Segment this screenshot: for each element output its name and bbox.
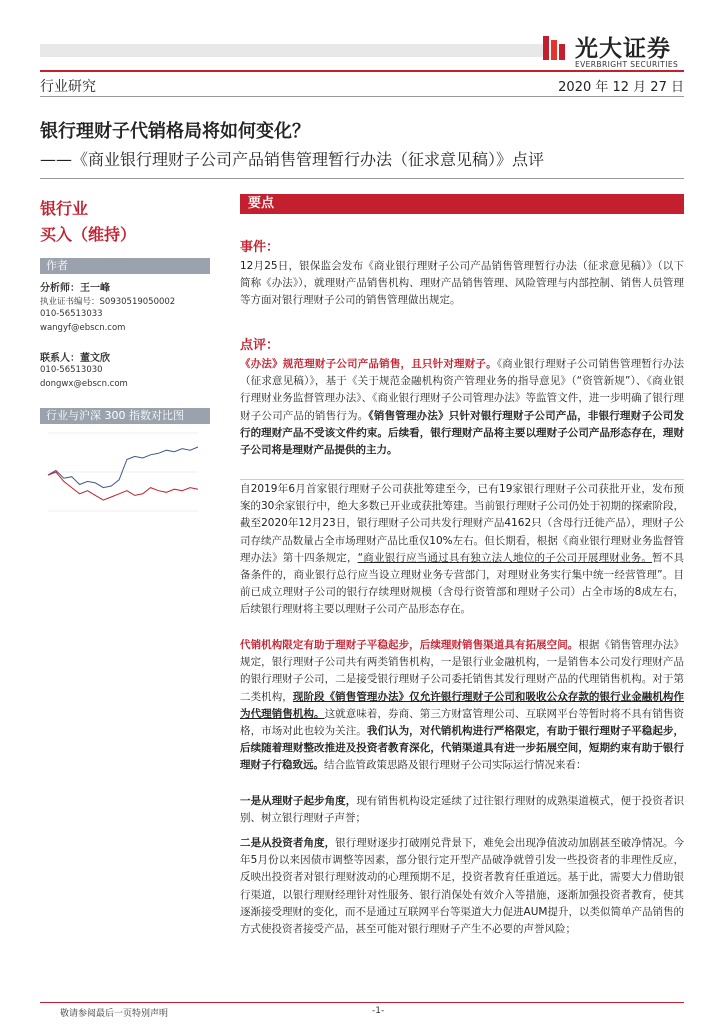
contact-name: 董文欣 — [80, 353, 110, 364]
license-line — [40, 295, 175, 307]
p3-lead: 代销机构限定有助于理财子平稳起步，后续理财销售渠道具有拓展空间。 — [240, 639, 579, 651]
analyst-name: 王一峰 — [80, 283, 110, 294]
chart-lines — [48, 447, 198, 500]
contact-label: 联系人： — [40, 353, 80, 364]
report-date: 2020 年 12 月 27 日 — [558, 80, 684, 95]
contact-email[interactable]: dongwx@ebscn.com — [40, 379, 128, 389]
event-heading: 事件： — [240, 240, 280, 255]
p2-text-2: 暂不具备条件的，商业银行总行应当设立理财业务专营部门，对理财业务实行集中统一经营管理”。目前已成立理财子公司的银行存续理财规模（含母行资管部和理财子公司）占全市场的8成左右，后续银行理财将主要以理财子公司产品形态存在。 — [240, 551, 685, 616]
analyst-phone: 010-56513033 — [40, 309, 103, 319]
header-rule — [40, 70, 684, 72]
b1-lead: 一是从理财子起步角度， — [240, 795, 357, 807]
industry-index-chart — [40, 425, 210, 525]
title-rule — [40, 178, 684, 179]
chart-series-line — [48, 472, 198, 500]
report-category: 行业研究 — [40, 79, 96, 95]
comment-paragraph-1 — [240, 356, 684, 459]
bullet-2 — [240, 835, 684, 938]
comment-heading: 点评： — [240, 338, 280, 353]
chart-series-line — [48, 447, 198, 488]
footer-rule — [40, 1002, 684, 1003]
comment-paragraph-3 — [240, 637, 684, 775]
event-paragraph: 12月25日，银保监会发布《商业银行理财子公司产品销售管理暂行办法（征求意见稿）》（以下简称《办法》），就理财产品销售机构、理财产品销售管理、风险管理与内部控制、销售人员管理等方面对银行理财子公司的销售管理做出规定。 — [240, 260, 684, 307]
analyst-email[interactable]: wangyf@ebscn.com — [40, 323, 126, 333]
para-divider — [240, 479, 684, 480]
b2-text: 银行理财逐步打破刚兑背景下，难免会出现净值波动加剧甚至破净情况。今年5月份以来因债市调整等因素，部分银行定开型产品破净就曾引发一些投资者的非理性反应，反映出投资者对银行理财波动的心理预期不足，投资者教育任重道远。基于此，需要大力借助银行渠道，以银行理财经理针对性服务、银行消保处有效介入等措施，逐渐加强投资者教育，使其逐渐接受理财的变化，而不是通过互联网平台等渠道大力促进AUM提升，以类似简单产品销售的方式使投资者接受产品，甚至可能对银行理财子产生不必要的声誉风险； — [240, 837, 685, 936]
bullet-1 — [240, 793, 684, 827]
key-points-bar: 要点 — [240, 194, 684, 214]
p2-text-1: 自2019年6月首家银行理财子公司获批筹建至今，已有19家银行理财子公司获批开业，发布预案的30余家银行中，绝大多数已开业或获批筹建。当前银行理财子公司仍处于初期的探索阶段，截至2020年12月23日，银行理财子公司共发行理财产品4162只（含母行迁徙产品），理财子公司存续产品数量占全市场理财产品比重仅10%左右。但长期看，根据《商业银行理财业务监督管理办法》第十四条规定， — [240, 483, 684, 564]
p3-text-1: 根据《销售管理办法》规定，银行理财子公司共有两类销售机构，一是银行业金融机构，一是销售本公司发行理财产品的银行理财子公司，二是接受银行理财子公司委托销售其发行理财产品的代理销售机构。对于第二类机构， — [240, 639, 685, 703]
footer-disclaimer[interactable]: 敬请参阅最后一页特别声明 — [60, 1009, 169, 1019]
brand-logo — [541, 30, 686, 70]
p3-text-2: 这就意味着，券商、第三方财富管理公司、互联网平台等暂时将不具有销售资格，市场对此也较为关注。 — [240, 707, 685, 738]
analyst-label: 分析师： — [40, 283, 80, 294]
p3-bold: 我们认为，对代销机构进行严格限定，有助于银行理财子平稳起步，后续随着理财整改推进及投资者教育深化，代销渠道具有进一步拓展空间，短期约束有助于银行理财子行稳致远。 — [240, 725, 685, 772]
header-band — [40, 44, 545, 57]
sub-rule — [40, 96, 684, 97]
contact-line — [40, 349, 110, 364]
comment-paragraph-2 — [240, 481, 684, 619]
contact-phone: 010-56513030 — [40, 365, 103, 375]
brand-logo-icon — [541, 34, 569, 62]
brand-name-en: EVERBRIGHT SECURITIES — [575, 60, 679, 69]
p3-text-3: 结合监管政策思路及银行理财子公司实际运行情况来看： — [324, 759, 587, 772]
chart-grid — [48, 433, 198, 511]
license-number: S0930519050002 — [99, 297, 176, 307]
investment-rating: 买入（维持） — [40, 225, 137, 244]
p3-underlined: 现阶段《销售管理办法》仅允许银行理财子公司和吸收公众存款的银行业金融机构作为代理销售机构。 — [240, 690, 685, 720]
license-label: 执业证书编号： — [40, 297, 100, 307]
p1-bold: 《销售管理办法》只针对银行理财子公司产品，非银行理财子公司发行的理财产品不受该文件约束。后续看，银行理财产品将主要以理财子公司产品形态存在，理财子公司将是理财产品提供的主力。 — [240, 409, 685, 457]
report-subtitle: ——《商业银行理财子公司产品销售管理暂行办法（征求意见稿）》点评 — [40, 150, 545, 169]
p1-text: 《商业银行理财子公司销售管理暂行办法（征求意见稿）》，基于《关于规范金融机构资产管理业务的指导意见》（“资管新规”）、《商业银行理财业务监督管理办法》、《商业银行理财子公司管理办法》等监管文件，进一步明确了银行理财子公司产品的销售行为。 — [240, 358, 684, 422]
page-number: -1- — [372, 1006, 385, 1016]
industry-name: 银行业 — [40, 199, 89, 218]
report-title: 银行理财子代销格局将如何变化？ — [40, 121, 310, 142]
b1-text: 现有销售机构设定延续了过往银行理财的成熟渠道模式，便于投资者识别、树立银行理财子声誉； — [240, 795, 685, 825]
p2-quote: “商业银行应当通过具有独立法人地位的子公司开展理财业务。 — [357, 551, 653, 564]
brand-name-cn: 光大证券 — [575, 36, 671, 62]
analyst-line — [40, 279, 110, 294]
p1-lead: 《办法》规范理财子公司产品销售，且只针对理财子。 — [240, 358, 497, 370]
b2-lead: 二是从投资者角度， — [240, 837, 336, 849]
chart-header: 行业与沪深 300 指数对比图 — [40, 408, 210, 424]
author-header: 作者 — [40, 258, 210, 274]
